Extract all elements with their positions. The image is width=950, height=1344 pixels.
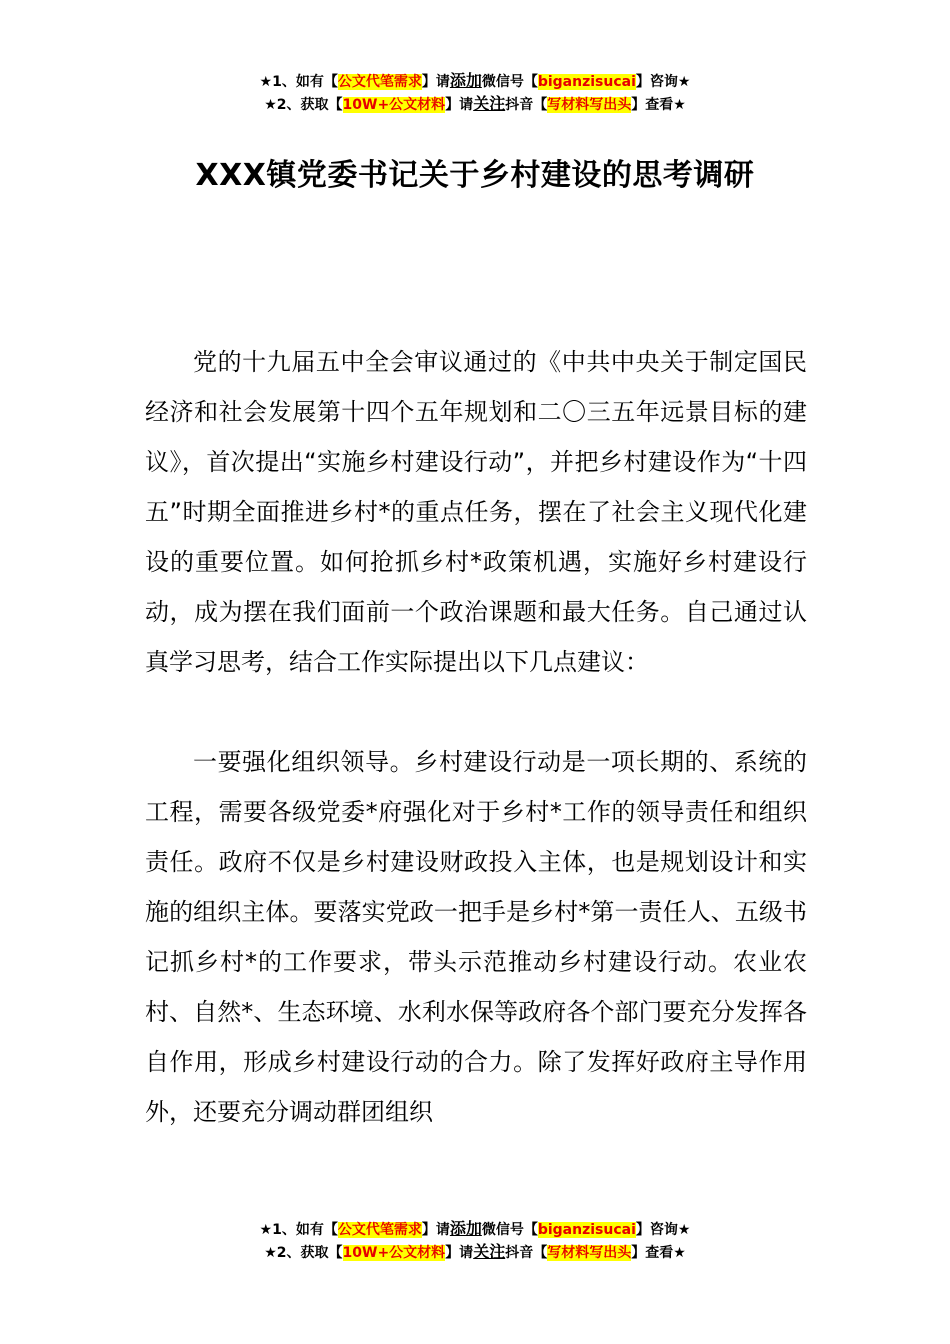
banner-text: 微信号【 [481,1222,538,1238]
banner-text: 】查看★ [631,97,686,113]
banner-text: 抖音【 [505,1245,548,1261]
banner-text: 抖音【 [505,97,548,113]
paragraph-intro: 党的十九届五中全会审议通过的《中共中央关于制定国民经济和社会发展第十四个五年规划和二〇三五年远景目标的建议》，首次提出“实施乡村建设行动”，并把乡村建设作为“十四五”时期全面推进乡村*的重点任务，摆在了社会主义现代化建设的重要位置。如何抢抓乡村*政策机遇，实施好乡村建设行动，成为摆在我们面前一个政治课题和最大任务。自己通过认真学习思考，结合工作实际提出以下几点建议： [145,348,807,676]
banner-emphasis: 关注 [473,94,506,113]
banner-text: ★2、获取【 [264,1245,343,1261]
paragraph-gap [145,687,807,737]
footer-banner [0,1218,950,1264]
banner-line-1 [0,70,950,93]
banner-line-2 [0,93,950,116]
banner-highlight: 公文代笔需求 [337,74,422,90]
banner-text: 】请 [421,1222,450,1238]
banner-text: 微信号【 [481,74,538,90]
banner-highlight: 10W+公文材料 [342,1245,446,1261]
document-title: XXX镇党委书记关于乡村建设的思考调研 [195,158,755,193]
paragraph-organization: 一要强化组织领导。乡村建设行动是一项长期的、系统的工程，需要各级党委*府强化对于乡村*工作的领导责任和组织责任。政府不仅是乡村建设财政投入主体，也是规划设计和实施的组织主体。要落实党政一把手是乡村*第一责任人、五级书记抓乡村*的工作要求，带头示范推动乡村建设行动。农业农村、自然*、生态环境、水利水保等政府各个部门要充分发挥各自作用，形成乡村建设行动的合力。除了发挥好政府主导作用外，还要充分调动群团组织 [145,748,807,1126]
banner-douyin-id: 写材料写出头 [547,97,632,113]
banner-text: 】请 [445,1245,474,1261]
banner-highlight: 公文代笔需求 [337,1222,422,1238]
banner-wechat-id: biganzisucai [537,1222,636,1238]
banner-emphasis: 添加 [449,1219,482,1238]
banner-emphasis: 关注 [473,1242,506,1261]
banner-text: 】请 [421,74,450,90]
banner-wechat-id: biganzisucai [537,74,636,90]
banner-highlight: 10W+公文材料 [342,97,446,113]
banner-text: ★1、如有【 [259,1222,338,1238]
banner-douyin-id: 写材料写出头 [547,1245,632,1261]
header-banner [0,70,950,116]
banner-text: 】请 [445,97,474,113]
banner-text: ★2、获取【 [264,97,343,113]
banner-line-2 [0,1241,950,1264]
document-body [145,337,807,1137]
banner-text: 】咨询★ [635,74,691,90]
banner-text: 】咨询★ [635,1222,691,1238]
banner-text: ★1、如有【 [259,74,338,90]
banner-emphasis: 添加 [449,71,482,90]
banner-text: 】查看★ [631,1245,686,1261]
banner-line-1 [0,1218,950,1241]
